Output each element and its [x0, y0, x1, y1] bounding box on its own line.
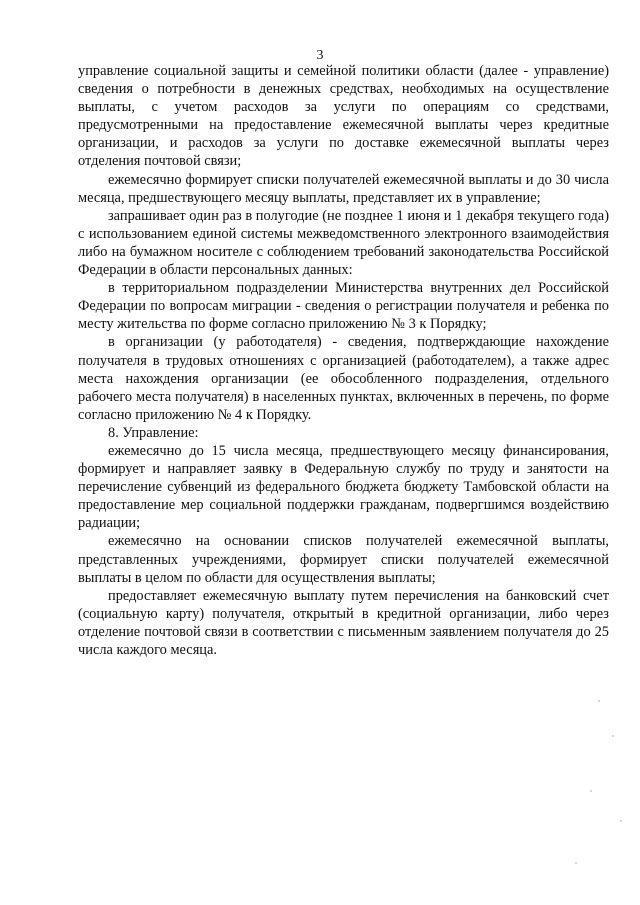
paragraph-3: запрашивает один раз в полугодие (не позднее 1 июня и 1 декабря текущего года) с использованием единой системы межведомственного электронного взаимодействия либо на бумажном носителе с соблюдением требований законодательства Российской Федерации в области персональных данных: [78, 207, 609, 279]
paragraph-2: ежемесячно формирует списки получателей ежемесячной выплаты и до 30 числа месяца, предшествующего месяцу выплаты, представляет их в управление; [78, 171, 609, 206]
paragraph-5: в организации (у работодателя) - сведения, подтверждающие нахождение получателя в трудовых отношениях с организацией (работодателем), а также адрес места нахождения организации (ее обособленного подразделения, отдельного рабочего места получателя) в населенных пунктах, включенных в перечень, по форме согласно приложению № 4 к Порядку. [78, 334, 609, 423]
section-heading-8: 8. Управление: [108, 424, 199, 441]
paragraph-8: ежемесячно на основании списков получателей ежемесячной выплаты, представленных учреждениями, формирует списки получателей ежемесячной выплаты в целом по области для осуществления выплаты; [78, 533, 609, 586]
scan-speck [575, 862, 577, 864]
paragraph-7: ежемесячно до 15 числа месяца, предшествующего месяцу финансирования, формирует и направляет заявку в Федеральную службу по труду и занятости на перечисление субвенций из федерального бюджета бюджету Тамбовской области на предоставление мер социальной поддержки гражданам, подвергшимся воздействию радиации; [78, 442, 609, 532]
paragraph-9: предоставляет ежемесячную выплату путем перечисления на банковский счет (социальную карту) получателя, открытый в кредитной организации, либо через отделение почтовой связи в соответствии с письменным заявлением получателя до 25 числа каждого месяца. [78, 587, 609, 658]
paragraph-1: управление социальной защиты и семейной политики области (далее - управление) сведения о потребности в денежных средствах, необходимых на осуществление выплаты, с учетом расходов за услуги по операциям со средствами, предусмотренными на предоставление ежемесячной выплаты через кредитные организации, и расходов за услуги по доставке ежемесячной выплаты через отделения почтовой связи; [78, 63, 609, 170]
paragraph-4: в территориальном подразделении Министерства внутренних дел Российской Федерации по вопросам миграции - сведения о регистрации получателя и ребенка по месту жительства по форме согласно приложению № 3 к Порядку; [78, 280, 609, 333]
scan-speck [590, 790, 592, 792]
page-number: 3 [316, 48, 324, 63]
document-body [78, 62, 609, 659]
scan-speck [620, 820, 622, 822]
scan-speck [598, 700, 600, 702]
scan-speck [612, 735, 614, 737]
